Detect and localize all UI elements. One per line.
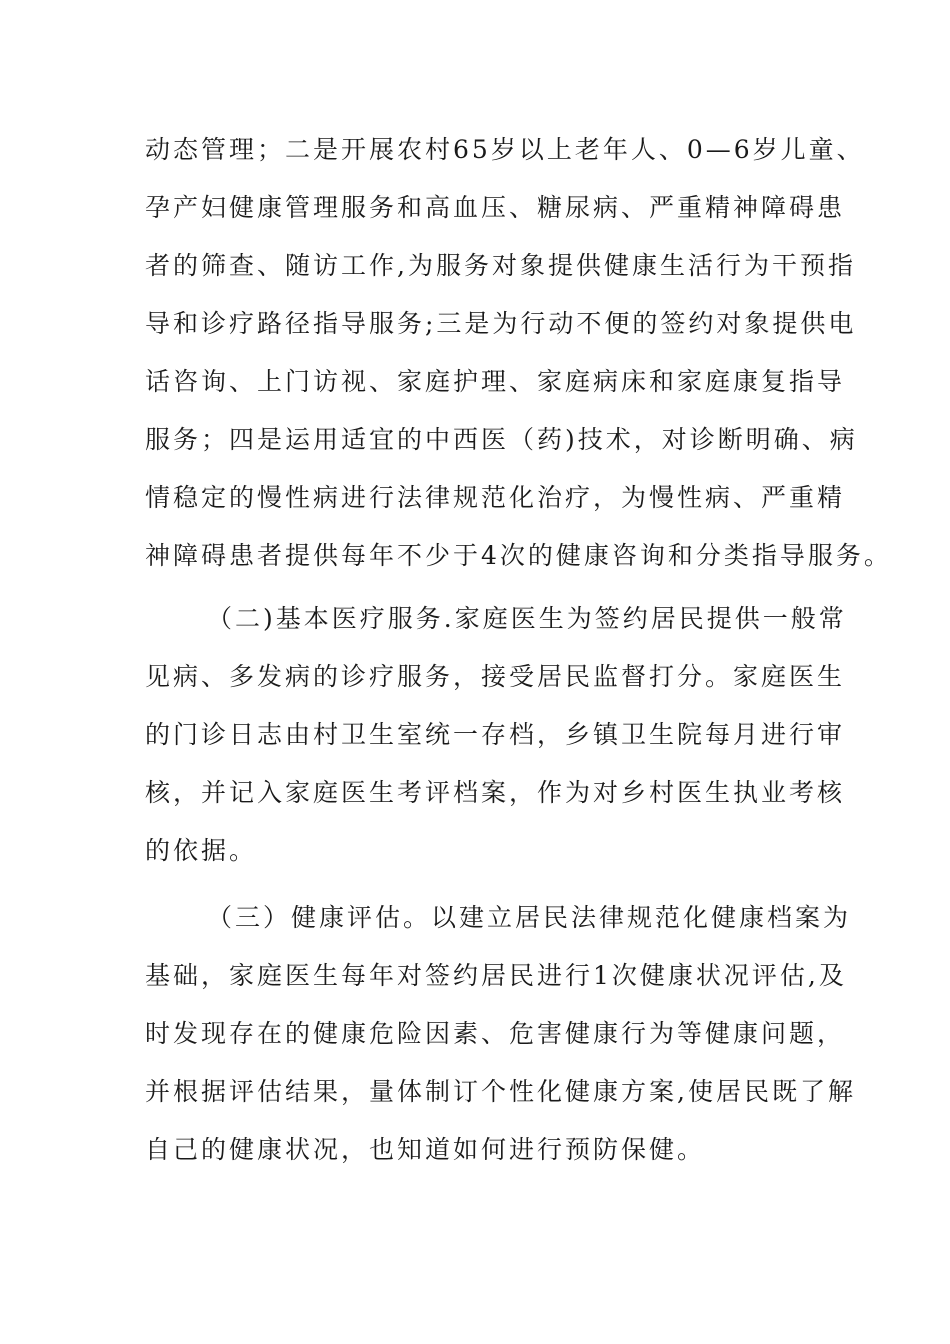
text-line-17: 并根据评估结果，量体制订个性化健康方案,使居民既了解 [145, 1077, 856, 1106]
text-line-15: 基础，家庭医生每年对签约居民进行1次健康状况评估,及 [145, 961, 847, 990]
text-line-9: （二)基本医疗服务.家庭医生为签约居民提供一般常 [207, 604, 847, 633]
text-line-18: 自己的健康状况，也知道如何进行预防保健。 [145, 1135, 706, 1164]
text-line-4: 导和诊疗路径指导服务;三是为行动不便的签约对象提供电 [145, 309, 857, 338]
text-line-6: 服务；四是运用适宜的中西医（药)技术，对诊断明确、病 [145, 425, 858, 454]
text-line-11: 的门诊日志由村卫生室统一存档，乡镇卫生院每月进行审 [145, 720, 846, 749]
text-line-3: 者的筛查、随访工作,为服务对象提供健康生活行为干预指 [145, 251, 856, 280]
text-line-10: 见病、多发病的诊疗服务，接受居民监督打分。家庭医生 [145, 662, 846, 691]
text-line-8: 神障碍患者提供每年不少于4次的健康咨询和分类指导服务。 [145, 541, 892, 570]
text-line-2: 孕产妇健康管理服务和高血压、糖尿病、严重精神障碍患 [145, 193, 846, 222]
text-line-12: 核，并记入家庭医生考评档案，作为对乡村医生执业考核 [145, 778, 846, 807]
text-line-14: （三）健康评估。以建立居民法律规范化健康档案为 [207, 903, 852, 932]
text-line-16: 时发现存在的健康危险因素、危害健康行为等健康问题， [145, 1019, 846, 1048]
text-line-13: 的依据。 [145, 836, 258, 865]
text-line-7: 情稳定的慢性病进行法律规范化治疗，为慢性病、严重精 [145, 483, 846, 512]
text-line-5: 话咨询、上门访视、家庭护理、家庭病床和家庭康复指导 [145, 367, 846, 396]
text-line-1: 动态管理；二是开展农村65岁以上老年人、0—6岁儿童、 [145, 135, 865, 164]
